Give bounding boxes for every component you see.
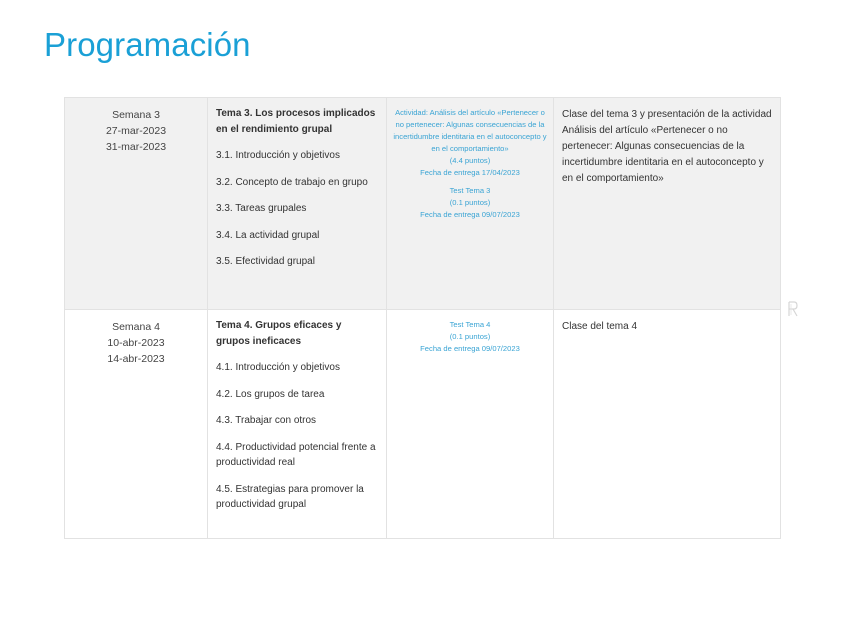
- subtopic: 4.1. Introducción y objetivos: [216, 362, 340, 373]
- subtopic: 4.5. Estrategias para promover la productividad grupal: [216, 483, 364, 510]
- activity-link[interactable]: Actividad: Análisis del artículo «Pertenecer o no pertenecer: Algunas consecuencias de la incertidumbre identitaria en el autoconcepto y en el comportamiento»: [393, 108, 547, 153]
- test-points: (0.1 puntos): [449, 332, 491, 341]
- week-end-date: 14-abr-2023: [107, 353, 165, 365]
- test-link[interactable]: Test Tema 3: [449, 186, 491, 195]
- table-row-week-4: [65, 310, 781, 539]
- schedule-table: [64, 97, 781, 539]
- week-label: Semana 4: [112, 321, 160, 333]
- topic-cell: [208, 98, 387, 310]
- subtopic: 3.4. La actividad grupal: [216, 229, 320, 241]
- subtopic: 4.2. Los grupos de tarea: [216, 388, 325, 400]
- test-link[interactable]: Test Tema 4: [449, 320, 491, 329]
- subtopic: 3.5. Efectividad grupal: [216, 256, 315, 267]
- week-cell: [65, 310, 208, 539]
- activity-points: (4.4 puntos): [449, 156, 491, 165]
- topic-title: Tema 3. Los procesos implicados en el rendimiento grupal: [216, 108, 376, 135]
- activities-cell: [387, 310, 554, 539]
- test-points: (0.1 puntos): [449, 198, 491, 207]
- subtopic: 4.4. Productividad potencial frente a productividad real: [216, 441, 376, 468]
- r-watermark-icon: [786, 300, 800, 318]
- activities-cell: [387, 98, 554, 310]
- week-start-date: 10-abr-2023: [107, 337, 165, 349]
- subtopic: 3.1. Introducción y objetivos: [216, 150, 340, 161]
- page-title: Programación: [44, 26, 251, 63]
- subtopic: 3.3. Tareas grupales: [216, 203, 307, 214]
- topic-title: Tema 4. Grupos eficaces y grupos ineficaces: [216, 320, 342, 347]
- description-cell: [554, 98, 781, 310]
- class-description: Clase del tema 4: [562, 321, 638, 332]
- week-start-date: 27-mar-2023: [105, 125, 167, 137]
- class-description: Clase del tema 3 y presentación de la actividad Análisis del artículo «Pertenecer o no pertenecer: Algunas consecuencias de la incertidumbre identitaria en el autoconcepto y en el comportamiento»: [562, 109, 772, 184]
- week-cell: [65, 98, 208, 310]
- table-row-week-3: [65, 98, 781, 310]
- test-due-date: Fecha de entrega 09/07/2023: [420, 210, 520, 219]
- week-label: Semana 3: [112, 109, 160, 121]
- subtopic: 4.3. Trabajar con otros: [216, 415, 317, 426]
- description-cell: [554, 310, 781, 539]
- topic-cell: [208, 310, 387, 539]
- week-end-date: 31-mar-2023: [105, 141, 167, 153]
- test-due-date: Fecha de entrega 09/07/2023: [420, 344, 520, 353]
- activity-due-date: Fecha de entrega 17/04/2023: [420, 168, 520, 177]
- subtopic: 3.2. Concepto de trabajo en grupo: [216, 176, 368, 188]
